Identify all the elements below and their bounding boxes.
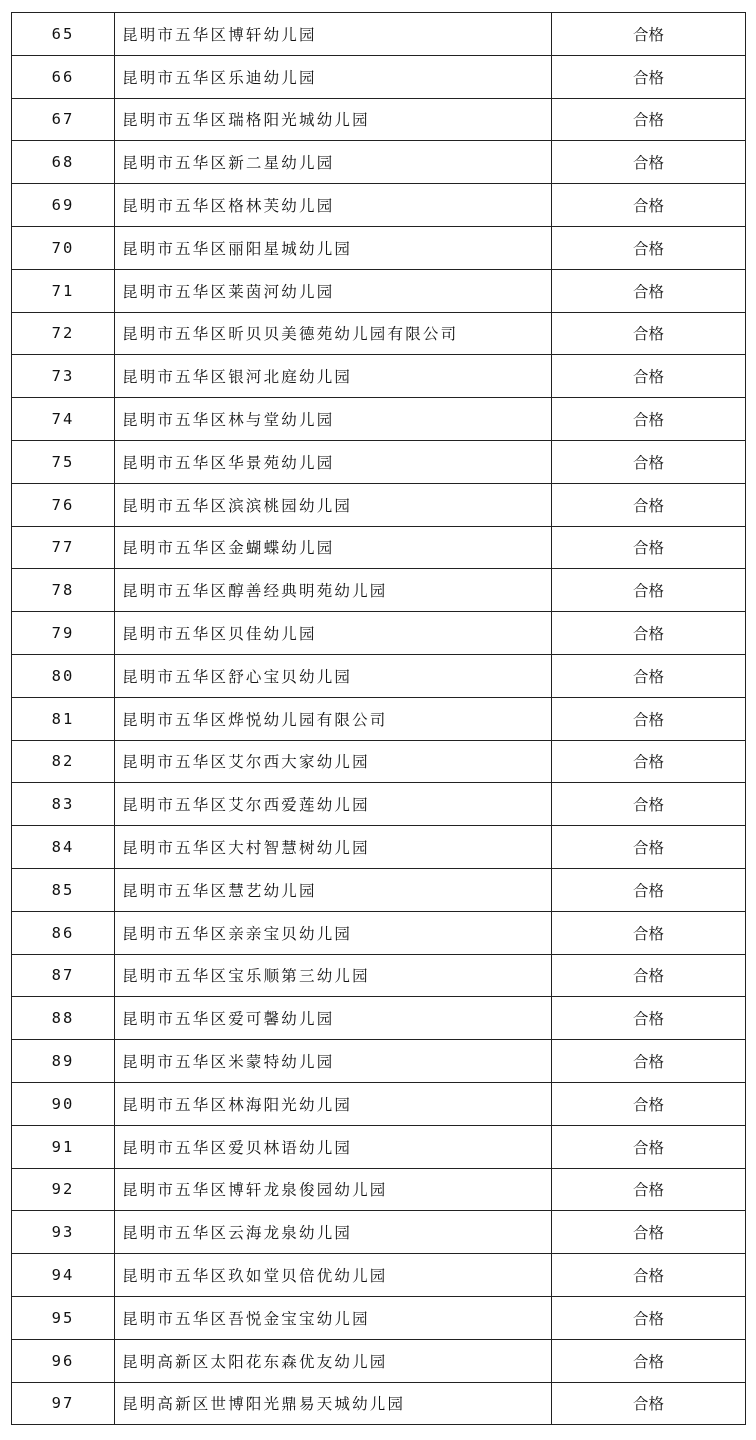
- kindergarten-name-cell: 昆明高新区太阳花东森优友幼儿园: [115, 1339, 552, 1382]
- inspection-result-cell: 合格: [552, 269, 746, 312]
- kindergarten-name-cell: 昆明市五华区林与堂幼儿园: [115, 398, 552, 441]
- table-row: [12, 13, 746, 56]
- table-row: [12, 355, 746, 398]
- row-number-cell: 77: [12, 526, 115, 569]
- kindergarten-name-cell: 昆明市五华区醇善经典明苑幼儿园: [115, 569, 552, 612]
- table-row: [12, 783, 746, 826]
- inspection-result-cell: 合格: [552, 654, 746, 697]
- row-number-cell: 66: [12, 55, 115, 98]
- row-number-cell: 65: [12, 13, 115, 56]
- table-row: [12, 483, 746, 526]
- kindergarten-name-cell: 昆明市五华区爱可馨幼儿园: [115, 997, 552, 1040]
- inspection-result-cell: 合格: [552, 1382, 746, 1425]
- inspection-result-cell: 合格: [552, 1125, 746, 1168]
- kindergarten-name-cell: 昆明市五华区贝佳幼儿园: [115, 612, 552, 655]
- table-row: [12, 868, 746, 911]
- table-row: [12, 1040, 746, 1083]
- row-number-cell: 96: [12, 1339, 115, 1382]
- inspection-result-cell: 合格: [552, 355, 746, 398]
- kindergarten-name-cell: 昆明市五华区林海阳光幼儿园: [115, 1082, 552, 1125]
- inspection-result-cell: 合格: [552, 526, 746, 569]
- table-body: [12, 13, 746, 1425]
- table-row: [12, 997, 746, 1040]
- table-row: [12, 269, 746, 312]
- table-row: [12, 312, 746, 355]
- table-row: [12, 440, 746, 483]
- row-number-cell: 72: [12, 312, 115, 355]
- kindergarten-name-cell: 昆明市五华区爱贝林语幼儿园: [115, 1125, 552, 1168]
- inspection-result-cell: 合格: [552, 1168, 746, 1211]
- kindergarten-inspection-table: [11, 12, 746, 1425]
- row-number-cell: 90: [12, 1082, 115, 1125]
- kindergarten-name-cell: 昆明市五华区博轩龙泉俊园幼儿园: [115, 1168, 552, 1211]
- kindergarten-name-cell: 昆明市五华区莱茵河幼儿园: [115, 269, 552, 312]
- table-row: [12, 826, 746, 869]
- table-row: [12, 569, 746, 612]
- inspection-result-cell: 合格: [552, 612, 746, 655]
- inspection-result-cell: 合格: [552, 398, 746, 441]
- kindergarten-name-cell: 昆明市五华区金蝴蝶幼儿园: [115, 526, 552, 569]
- inspection-result-cell: 合格: [552, 697, 746, 740]
- table-row: [12, 398, 746, 441]
- inspection-result-cell: 合格: [552, 440, 746, 483]
- table-row: [12, 654, 746, 697]
- inspection-result-cell: 合格: [552, 911, 746, 954]
- row-number-cell: 67: [12, 98, 115, 141]
- kindergarten-name-cell: 昆明市五华区云海龙泉幼儿园: [115, 1211, 552, 1254]
- table-row: [12, 740, 746, 783]
- table-row: [12, 1168, 746, 1211]
- inspection-result-cell: 合格: [552, 1211, 746, 1254]
- kindergarten-name-cell: 昆明市五华区博轩幼儿园: [115, 13, 552, 56]
- kindergarten-name-cell: 昆明市五华区昕贝贝美德苑幼儿园有限公司: [115, 312, 552, 355]
- inspection-result-cell: 合格: [552, 141, 746, 184]
- row-number-cell: 86: [12, 911, 115, 954]
- kindergarten-name-cell: 昆明市五华区新二星幼儿园: [115, 141, 552, 184]
- inspection-result-cell: 合格: [552, 1339, 746, 1382]
- kindergarten-name-cell: 昆明市五华区慧艺幼儿园: [115, 868, 552, 911]
- inspection-result-cell: 合格: [552, 184, 746, 227]
- row-number-cell: 78: [12, 569, 115, 612]
- table-row: [12, 1211, 746, 1254]
- inspection-result-cell: 合格: [552, 569, 746, 612]
- row-number-cell: 89: [12, 1040, 115, 1083]
- kindergarten-name-cell: 昆明市五华区烨悦幼儿园有限公司: [115, 697, 552, 740]
- table-row: [12, 1382, 746, 1425]
- inspection-result-cell: 合格: [552, 1254, 746, 1297]
- inspection-result-cell: 合格: [552, 1296, 746, 1339]
- table-row: [12, 526, 746, 569]
- kindergarten-name-cell: 昆明市五华区亲亲宝贝幼儿园: [115, 911, 552, 954]
- inspection-result-cell: 合格: [552, 954, 746, 997]
- kindergarten-name-cell: 昆明市五华区米蒙特幼儿园: [115, 1040, 552, 1083]
- inspection-result-cell: 合格: [552, 98, 746, 141]
- row-number-cell: 68: [12, 141, 115, 184]
- table-row: [12, 697, 746, 740]
- kindergarten-name-cell: 昆明市五华区滨滨桃园幼儿园: [115, 483, 552, 526]
- row-number-cell: 93: [12, 1211, 115, 1254]
- row-number-cell: 88: [12, 997, 115, 1040]
- kindergarten-name-cell: 昆明市五华区丽阳星城幼儿园: [115, 226, 552, 269]
- row-number-cell: 87: [12, 954, 115, 997]
- inspection-result-cell: 合格: [552, 1040, 746, 1083]
- table-row: [12, 98, 746, 141]
- row-number-cell: 97: [12, 1382, 115, 1425]
- kindergarten-name-cell: 昆明市五华区华景苑幼儿园: [115, 440, 552, 483]
- kindergarten-name-cell: 昆明市五华区艾尔西爱莲幼儿园: [115, 783, 552, 826]
- kindergarten-name-cell: 昆明市五华区吾悦金宝宝幼儿园: [115, 1296, 552, 1339]
- row-number-cell: 73: [12, 355, 115, 398]
- inspection-result-cell: 合格: [552, 997, 746, 1040]
- kindergarten-name-cell: 昆明市五华区大村智慧树幼儿园: [115, 826, 552, 869]
- table-row: [12, 226, 746, 269]
- inspection-result-cell: 合格: [552, 826, 746, 869]
- inspection-result-cell: 合格: [552, 483, 746, 526]
- row-number-cell: 81: [12, 697, 115, 740]
- row-number-cell: 92: [12, 1168, 115, 1211]
- kindergarten-name-cell: 昆明市五华区乐迪幼儿园: [115, 55, 552, 98]
- row-number-cell: 83: [12, 783, 115, 826]
- row-number-cell: 94: [12, 1254, 115, 1297]
- table-row: [12, 1082, 746, 1125]
- inspection-result-cell: 合格: [552, 1082, 746, 1125]
- kindergarten-name-cell: 昆明市五华区瑞格阳光城幼儿园: [115, 98, 552, 141]
- row-number-cell: 82: [12, 740, 115, 783]
- kindergarten-name-cell: 昆明高新区世博阳光鼎易天城幼儿园: [115, 1382, 552, 1425]
- table-row: [12, 1339, 746, 1382]
- row-number-cell: 80: [12, 654, 115, 697]
- row-number-cell: 91: [12, 1125, 115, 1168]
- table-row: [12, 612, 746, 655]
- table-row: [12, 1125, 746, 1168]
- inspection-result-cell: 合格: [552, 740, 746, 783]
- row-number-cell: 70: [12, 226, 115, 269]
- row-number-cell: 76: [12, 483, 115, 526]
- kindergarten-name-cell: 昆明市五华区银河北庭幼儿园: [115, 355, 552, 398]
- table-row: [12, 954, 746, 997]
- inspection-result-cell: 合格: [552, 13, 746, 56]
- table-row: [12, 911, 746, 954]
- kindergarten-name-cell: 昆明市五华区玖如堂贝倍优幼儿园: [115, 1254, 552, 1297]
- inspection-result-cell: 合格: [552, 312, 746, 355]
- row-number-cell: 85: [12, 868, 115, 911]
- table-row: [12, 1254, 746, 1297]
- kindergarten-name-cell: 昆明市五华区舒心宝贝幼儿园: [115, 654, 552, 697]
- row-number-cell: 84: [12, 826, 115, 869]
- kindergarten-name-cell: 昆明市五华区艾尔西大家幼儿园: [115, 740, 552, 783]
- row-number-cell: 69: [12, 184, 115, 227]
- inspection-result-cell: 合格: [552, 868, 746, 911]
- table-row: [12, 184, 746, 227]
- row-number-cell: 79: [12, 612, 115, 655]
- row-number-cell: 74: [12, 398, 115, 441]
- row-number-cell: 75: [12, 440, 115, 483]
- table-row: [12, 141, 746, 184]
- inspection-result-cell: 合格: [552, 55, 746, 98]
- table-row: [12, 1296, 746, 1339]
- kindergarten-name-cell: 昆明市五华区宝乐顺第三幼儿园: [115, 954, 552, 997]
- row-number-cell: 71: [12, 269, 115, 312]
- inspection-result-cell: 合格: [552, 226, 746, 269]
- kindergarten-name-cell: 昆明市五华区格林芙幼儿园: [115, 184, 552, 227]
- table-row: [12, 55, 746, 98]
- inspection-result-cell: 合格: [552, 783, 746, 826]
- row-number-cell: 95: [12, 1296, 115, 1339]
